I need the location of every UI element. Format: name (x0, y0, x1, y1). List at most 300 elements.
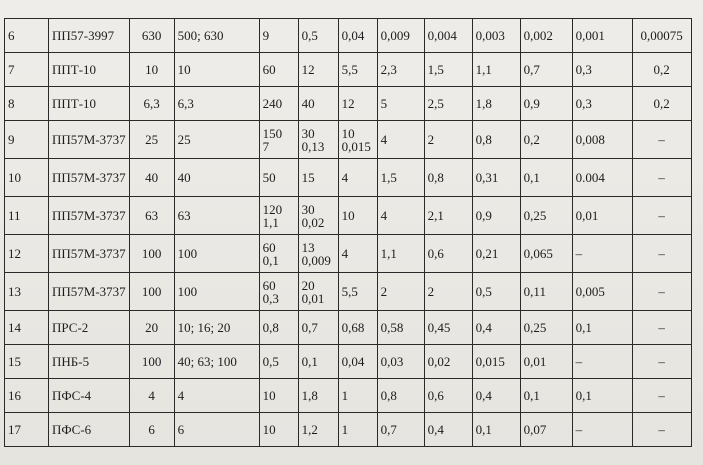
cell-line: 0,5 (262, 354, 279, 369)
cell-line: 10 (341, 125, 355, 141)
table-cell-b (174, 121, 259, 159)
cell-text: 15 (8, 353, 21, 369)
cell-text: 63 (145, 207, 159, 223)
cell-text: 0,1 (523, 387, 540, 403)
cell-text: ПП57-3997 (52, 27, 115, 43)
table-cell-j (572, 235, 632, 273)
table-cell-j (572, 121, 632, 159)
cell-text: 0,009 (380, 27, 410, 43)
table-cell-k (632, 19, 691, 53)
cell-text: ПНБ-5 (52, 353, 90, 369)
cell-text: 7 (8, 61, 15, 77)
table-cell-no (5, 53, 49, 87)
cell-text: 0,008 (575, 131, 605, 147)
cell-line: 12 (301, 62, 315, 77)
table-row (5, 87, 692, 121)
cell-text: 630 (141, 27, 162, 43)
table-cell-g (424, 413, 472, 447)
table-cell-type (49, 19, 130, 53)
cell-text: 6 (8, 27, 15, 43)
table-cell-e (338, 345, 377, 379)
table-cell-j (572, 413, 632, 447)
cell-line: 0,01 (301, 290, 325, 306)
cell-line: 0,8 (262, 320, 279, 335)
table-body (5, 19, 692, 447)
table-cell-a (129, 121, 174, 159)
cell-line: 40 (301, 96, 315, 111)
table-cell-no (5, 121, 49, 159)
cell-text: 6,3 (177, 95, 194, 111)
cell-line: 0,3 (262, 290, 279, 306)
cell-text: 0.004 (575, 169, 605, 185)
table-cell-i (520, 413, 572, 447)
cell-text: 9 (8, 131, 15, 147)
cell-text: 0,8 (475, 131, 492, 147)
cell-text: 0,03 (380, 353, 404, 369)
table-cell-a (129, 235, 174, 273)
cell-text: 25 (145, 131, 159, 147)
cell-line: 150 (262, 125, 283, 141)
table-row (5, 19, 692, 53)
table-cell-h (472, 159, 520, 197)
cell-text: – (658, 283, 665, 299)
table-cell-h (472, 273, 520, 311)
table-cell-j (572, 53, 632, 87)
table-cell-i (520, 345, 572, 379)
cell-line: 50 (262, 170, 276, 185)
cell-text: – (575, 353, 583, 369)
cell-text: ПП57М-3737 (52, 207, 126, 223)
table-row (5, 379, 692, 413)
cell-text: 0,6 (427, 387, 444, 403)
table-cell-type (49, 235, 130, 273)
cell-text: 2 (427, 283, 435, 299)
cell-text: 0,4 (475, 387, 492, 403)
table-cell-k (632, 197, 691, 235)
cell-text: 0,25 (523, 207, 547, 223)
cell-line: 20 (301, 277, 315, 293)
cell-line: 0,68 (341, 320, 365, 335)
table-cell-i (520, 159, 572, 197)
cell-line: 9 (262, 28, 270, 43)
table-cell-i (520, 53, 572, 87)
cell-line: 10 (262, 422, 276, 437)
table-row (5, 235, 692, 273)
table-cell-a (129, 273, 174, 311)
table-cell-a (129, 311, 174, 345)
table-cell-no (5, 235, 49, 273)
table-cell-j (572, 197, 632, 235)
table-cell-no (5, 159, 49, 197)
cell-text: – (658, 169, 665, 185)
table-cell-i (520, 87, 572, 121)
table-cell-e (338, 379, 377, 413)
table-cell-b (174, 19, 259, 53)
table-cell-f (377, 19, 424, 53)
cell-text: 0,1 (575, 319, 592, 335)
table-cell-j (572, 19, 632, 53)
table-cell-f (377, 87, 424, 121)
cell-text: ПФС-6 (52, 421, 92, 437)
cell-text: 10 (145, 61, 159, 77)
cell-text: 0,2 (653, 95, 670, 111)
cell-line: 0,02 (301, 214, 325, 230)
table-cell-no (5, 379, 49, 413)
cell-line: 0,13 (301, 138, 325, 154)
cell-text: 0,5 (475, 283, 492, 299)
cell-text: 0,21 (475, 245, 499, 261)
table-cell-k (632, 273, 691, 311)
cell-line: 0,5 (301, 28, 318, 43)
cell-text: 1,5 (427, 61, 444, 77)
cell-text: 0,005 (575, 283, 605, 299)
cell-line: 1,1 (262, 214, 279, 230)
table-cell-j (572, 379, 632, 413)
cell-text: 0,7 (523, 61, 540, 77)
cell-text: 14 (8, 319, 21, 335)
table-cell-c (259, 121, 298, 159)
cell-text: 2 (380, 283, 388, 299)
table-cell-g (424, 345, 472, 379)
cell-text: 0,02 (427, 353, 451, 369)
cell-line: 5,5 (341, 284, 358, 299)
table-cell-h (472, 53, 520, 87)
cell-text: 10 (8, 169, 21, 185)
table-cell-b (174, 159, 259, 197)
cell-text: 40 (145, 169, 159, 185)
cell-text: 4 (380, 207, 388, 223)
cell-text: 0,1 (523, 169, 540, 185)
table-cell-b (174, 235, 259, 273)
table-cell-f (377, 345, 424, 379)
cell-text: 0,01 (523, 353, 547, 369)
cell-line: 0,015 (341, 138, 371, 154)
table-cell-g (424, 311, 472, 345)
cell-text: 1,1 (475, 61, 492, 77)
cell-line: 5,5 (341, 62, 358, 77)
cell-line: 10 (341, 208, 355, 223)
cell-text: 2 (427, 131, 435, 147)
cell-text: 0,58 (380, 319, 404, 335)
cell-text: 500; 630 (177, 27, 224, 43)
cell-text: 0,3 (575, 61, 592, 77)
table-cell-type (49, 311, 130, 345)
table-cell-f (377, 379, 424, 413)
cell-line: 60 (262, 239, 276, 255)
cell-text: 25 (177, 131, 191, 147)
cell-text: 0,11 (523, 283, 546, 299)
table-cell-f (377, 159, 424, 197)
table-cell-d (298, 235, 338, 273)
cell-text: 0,8 (427, 169, 444, 185)
cell-text: 40; 63; 100 (177, 353, 237, 369)
table-cell-no (5, 345, 49, 379)
table-cell-i (520, 121, 572, 159)
cell-text: 8 (8, 95, 15, 111)
cell-line: 4 (341, 246, 349, 261)
cell-text: 1,1 (380, 245, 397, 261)
table-cell-a (129, 53, 174, 87)
cell-line: 1 (341, 422, 349, 437)
cell-text: 6 (148, 421, 155, 437)
table-cell-no (5, 413, 49, 447)
cell-text: 4 (148, 387, 155, 403)
table-cell-d (298, 311, 338, 345)
table-cell-k (632, 87, 691, 121)
cell-text: 13 (8, 283, 21, 299)
table-cell-c (259, 197, 298, 235)
cell-text: ПФС-4 (52, 387, 92, 403)
table-row (5, 311, 692, 345)
table-cell-i (520, 273, 572, 311)
cell-line: 1,2 (301, 422, 318, 437)
cell-text: 0,31 (475, 169, 499, 185)
fuse-characteristics-table (4, 18, 692, 447)
table-cell-c (259, 159, 298, 197)
table-cell-j (572, 87, 632, 121)
table-cell-h (472, 19, 520, 53)
table-cell-a (129, 19, 174, 53)
cell-text: 1,8 (475, 95, 492, 111)
cell-text: – (658, 245, 665, 261)
cell-text: 100 (141, 283, 162, 299)
cell-text: – (658, 319, 665, 335)
cell-line: 1 (341, 388, 349, 403)
cell-text: – (575, 421, 583, 437)
table-cell-f (377, 413, 424, 447)
table-cell-b (174, 413, 259, 447)
table-cell-h (472, 235, 520, 273)
table-cell-b (174, 311, 259, 345)
table-cell-no (5, 19, 49, 53)
cell-text: 0,2 (523, 131, 540, 147)
table-cell-i (520, 379, 572, 413)
table-cell-c (259, 311, 298, 345)
cell-text: ППТ-10 (52, 95, 97, 111)
cell-text: 0,4 (427, 421, 444, 437)
cell-text: – (658, 207, 665, 223)
cell-line: 0,1 (301, 354, 318, 369)
table-cell-no (5, 273, 49, 311)
table-cell-g (424, 159, 472, 197)
cell-line: 0,04 (341, 354, 365, 369)
table-cell-type (49, 197, 130, 235)
cell-text: 6 (177, 421, 185, 437)
table-cell-h (472, 413, 520, 447)
table-row (5, 273, 692, 311)
cell-text: ПП57М-3737 (52, 131, 126, 147)
table-cell-d (298, 345, 338, 379)
table-cell-type (49, 121, 130, 159)
table-cell-h (472, 197, 520, 235)
cell-text: 40 (177, 169, 191, 185)
table-cell-b (174, 197, 259, 235)
table-cell-j (572, 159, 632, 197)
table-cell-k (632, 159, 691, 197)
cell-text: – (658, 421, 665, 437)
cell-text: 2,3 (380, 61, 397, 77)
table-cell-type (49, 87, 130, 121)
table-cell-d (298, 19, 338, 53)
cell-line: 60 (262, 277, 276, 293)
cell-text: 0,7 (380, 421, 397, 437)
table-cell-d (298, 87, 338, 121)
table-row (5, 53, 692, 87)
table-cell-j (572, 273, 632, 311)
cell-text: 100 (177, 283, 198, 299)
table-cell-k (632, 235, 691, 273)
table-cell-e (338, 197, 377, 235)
table-cell-c (259, 345, 298, 379)
table-cell-f (377, 311, 424, 345)
table-cell-c (259, 379, 298, 413)
table-cell-h (472, 345, 520, 379)
cell-text: 0,065 (523, 245, 553, 261)
cell-text: 1,5 (380, 169, 397, 185)
cell-text: 0,9 (475, 207, 492, 223)
table-cell-g (424, 19, 472, 53)
cell-text: 100 (141, 245, 162, 261)
cell-text: 0,004 (427, 27, 457, 43)
cell-text: 16 (8, 387, 21, 403)
table-cell-e (338, 311, 377, 345)
table-cell-g (424, 53, 472, 87)
table-cell-a (129, 197, 174, 235)
table-cell-g (424, 273, 472, 311)
table-cell-type (49, 379, 130, 413)
cell-line: 240 (262, 96, 283, 111)
table-cell-h (472, 311, 520, 345)
cell-text: 5 (380, 95, 388, 111)
table-cell-no (5, 197, 49, 235)
cell-text: 10 (177, 61, 191, 77)
cell-text: – (658, 131, 665, 147)
table-cell-e (338, 413, 377, 447)
table-cell-type (49, 53, 130, 87)
table-cell-c (259, 273, 298, 311)
cell-text: 63 (177, 207, 191, 223)
table-cell-b (174, 273, 259, 311)
table-cell-d (298, 53, 338, 87)
table-cell-j (572, 311, 632, 345)
table-cell-e (338, 87, 377, 121)
table-cell-type (49, 345, 130, 379)
table-cell-c (259, 53, 298, 87)
cell-text: 100 (141, 353, 162, 369)
cell-text: 0,00075 (640, 27, 683, 43)
table-cell-e (338, 235, 377, 273)
table-cell-e (338, 273, 377, 311)
cell-text: 0,003 (475, 27, 505, 43)
table-cell-g (424, 87, 472, 121)
table-cell-b (174, 87, 259, 121)
table-cell-i (520, 311, 572, 345)
table-cell-i (520, 235, 572, 273)
table-cell-g (424, 197, 472, 235)
cell-text: – (575, 245, 583, 261)
table-cell-a (129, 87, 174, 121)
table-cell-a (129, 413, 174, 447)
cell-line: 10 (262, 388, 276, 403)
cell-text: ПП57М-3737 (52, 283, 126, 299)
cell-line: 7 (262, 138, 270, 154)
cell-text: 0,1 (475, 421, 492, 437)
cell-line: 0,009 (301, 252, 331, 268)
table-row (5, 121, 692, 159)
table-cell-a (129, 159, 174, 197)
cell-text: ПРС-2 (52, 319, 89, 335)
cell-text: 6,3 (143, 95, 160, 111)
table-cell-d (298, 413, 338, 447)
table-cell-f (377, 235, 424, 273)
table-cell-g (424, 235, 472, 273)
table-cell-i (520, 197, 572, 235)
table-cell-g (424, 121, 472, 159)
table-cell-h (472, 87, 520, 121)
table-row (5, 413, 692, 447)
table-cell-c (259, 413, 298, 447)
cell-line: 30 (301, 125, 315, 141)
cell-text: 0,9 (523, 95, 540, 111)
cell-text: 0,01 (575, 207, 599, 223)
cell-text: 0,6 (427, 245, 444, 261)
cell-text: – (658, 387, 665, 403)
table-cell-h (472, 379, 520, 413)
table-cell-a (129, 345, 174, 379)
cell-text: 0,25 (523, 319, 547, 335)
table-cell-no (5, 311, 49, 345)
table-cell-type (49, 159, 130, 197)
table-cell-b (174, 379, 259, 413)
cell-line: 0,1 (262, 252, 279, 268)
table-cell-k (632, 53, 691, 87)
cell-line: 15 (301, 170, 315, 185)
cell-text: 11 (8, 207, 21, 223)
table-cell-k (632, 345, 691, 379)
table-cell-b (174, 53, 259, 87)
table-cell-d (298, 273, 338, 311)
table-cell-no (5, 87, 49, 121)
table-cell-d (298, 159, 338, 197)
cell-text: 0,2 (653, 61, 670, 77)
table-cell-e (338, 19, 377, 53)
cell-text: ПП57М-3737 (52, 245, 126, 261)
cell-text: 17 (8, 421, 21, 437)
table-cell-b (174, 345, 259, 379)
table-cell-e (338, 159, 377, 197)
cell-text: 12 (8, 245, 21, 261)
cell-line: 4 (341, 170, 349, 185)
table-cell-type (49, 273, 130, 311)
cell-text: ППТ-10 (52, 61, 97, 77)
cell-text: 0,45 (427, 319, 451, 335)
table-row (5, 159, 692, 197)
cell-text: 0,4 (475, 319, 492, 335)
table-cell-d (298, 379, 338, 413)
cell-line: 120 (262, 201, 283, 217)
cell-line: 30 (301, 201, 315, 217)
table-cell-f (377, 53, 424, 87)
cell-text: – (658, 353, 665, 369)
table-cell-c (259, 19, 298, 53)
cell-line: 0,04 (341, 28, 365, 43)
table-cell-type (49, 413, 130, 447)
cell-text: ПП57М-3737 (52, 169, 126, 185)
cell-text: 0,8 (380, 387, 397, 403)
cell-text: 2,5 (427, 95, 444, 111)
table-cell-h (472, 121, 520, 159)
table-cell-k (632, 379, 691, 413)
